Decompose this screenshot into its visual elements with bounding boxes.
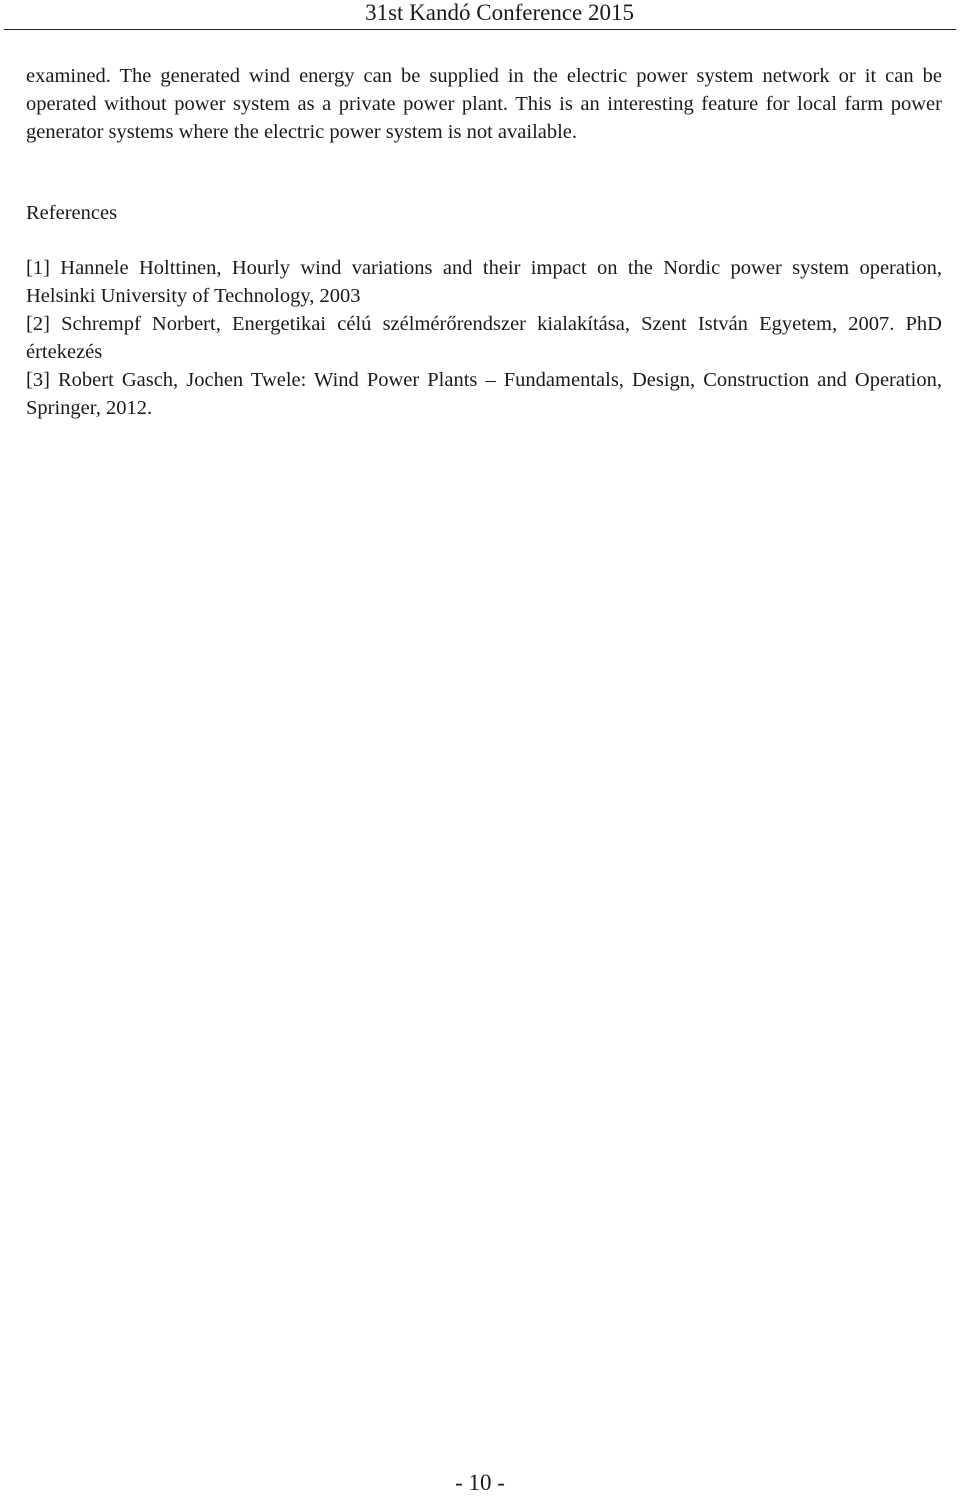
conference-title: 31st Kandó Conference 2015	[365, 0, 634, 25]
references-list	[26, 254, 942, 422]
reference-item-1: [1] Hannele Holttinen, Hourly wind variations and their impact on the Nordic power system operation, Helsinki University of Technology, 2003	[26, 257, 942, 307]
header-divider	[4, 29, 956, 30]
page-header	[0, 0, 960, 34]
reference-item-3: [3] Robert Gasch, Jochen Twele: Wind Power Plants – Fundamentals, Design, Construction and Operation, Springer, 2012.	[26, 369, 942, 419]
references-heading: References	[26, 202, 118, 224]
page-number: - 10 -	[455, 1470, 505, 1495]
body-paragraph: examined. The generated wind energy can be supplied in the electric power system network or it can be operated without power system as a private power plant. This is an interesting feature for local farm power generator systems where the electric power system is not available.	[26, 65, 942, 143]
reference-item-2: [2] Schrempf Norbert, Energetikai célú szélmérőrendszer kialakítása, Szent István Egyetem, 2007. PhD értekezés	[26, 313, 942, 363]
